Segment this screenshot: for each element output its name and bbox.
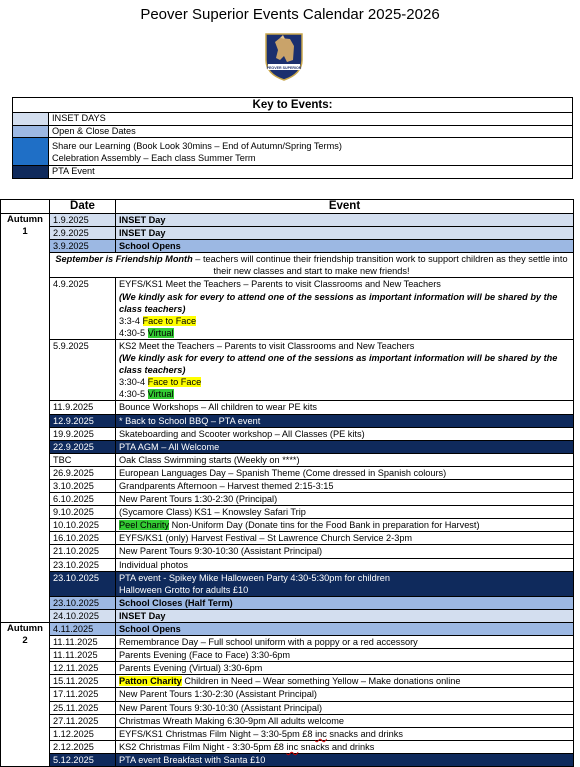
row-date: 17.11.2025 xyxy=(50,688,116,701)
row-event: Peel Charity Non-Uniform Day (Donate tins for the Food Bank in preparation for Harvest) xyxy=(116,519,574,532)
row-date: 2.12.2025 xyxy=(50,740,116,753)
row-event: EYFS/KS1 Meet the Teachers – Parents to visit Classrooms and New Teachers (We kindly ask for every to attend one of the sessions as important information will be shared by the class teachers) 3:3-4 Face to Face 4:30-5 Virtual xyxy=(116,278,574,339)
events-table xyxy=(0,199,574,767)
key-item-celebration: Celebration Assembly – Each class Summer Term xyxy=(52,152,256,163)
row-event: School Opens xyxy=(116,623,574,636)
row-event: New Parent Tours 9:30-10:30 (Assistant Principal) xyxy=(116,701,574,714)
row-event: Parents Evening (Face to Face) 3:30-6pm xyxy=(116,649,574,662)
row-event: School Closes (Half Term) xyxy=(116,596,574,609)
key-item-pta: PTA Event xyxy=(49,166,573,179)
row-event: EYFS/KS1 (only) Harvest Festival – St Lawrence Church Service 2-3pm xyxy=(116,532,574,545)
row-event: Oak Class Swimming starts (Weekly on ****) xyxy=(116,453,574,466)
row-date: 11.9.2025 xyxy=(50,401,116,414)
row-date: 23.10.2025 xyxy=(50,558,116,571)
key-swatch-inset xyxy=(13,113,49,126)
row-date: 4.9.2025 xyxy=(50,278,116,339)
row-date: 26.9.2025 xyxy=(50,466,116,479)
row-event: EYFS/KS1 Christmas Film Night – 3:30-5pm £8 inc snacks and drinks xyxy=(116,727,574,740)
term-header xyxy=(1,200,50,214)
row-event: INSET Day xyxy=(116,609,574,622)
row-date: 19.9.2025 xyxy=(50,427,116,440)
row-date: 2.9.2025 xyxy=(50,227,116,240)
row-event: Parents Evening (Virtual) 3:30-6pm xyxy=(116,662,574,675)
row-date: 4.11.2025 xyxy=(50,623,116,636)
row-date: 21.10.2025 xyxy=(50,545,116,558)
row-date: 3.10.2025 xyxy=(50,479,116,492)
row-event: PTA event - Spikey Mike Halloween Party 4:30-5:30pm for children Halloween Grotto for adults £10 xyxy=(116,571,574,596)
row-event: KS2 Meet the Teachers – Parents to visit Classrooms and New Teachers (We kindly ask for every to attend one of the sessions as important information will be shared by the class teachers) 3:30-4 Face to Face 4:30-5 Virtual xyxy=(116,339,574,400)
row-event: INSET Day xyxy=(116,227,574,240)
row-date: 6.10.2025 xyxy=(50,493,116,506)
row-date: 5.12.2025 xyxy=(50,753,116,766)
row-event: * Back to School BBQ – PTA event xyxy=(116,414,574,427)
row-event: Christmas Wreath Making 6:30-9pm All adults welcome xyxy=(116,714,574,727)
page-title: Peover Superior Events Calendar 2025-2026 xyxy=(140,6,440,23)
row-date: 25.11.2025 xyxy=(50,701,116,714)
key-swatch-share xyxy=(13,138,49,166)
row-date: 27.11.2025 xyxy=(50,714,116,727)
school-crest-logo xyxy=(260,30,308,82)
row-event: Remembrance Day – Full school uniform with a poppy or a red accessory xyxy=(116,636,574,649)
row-date: TBC xyxy=(50,453,116,466)
row-event: New Parent Tours 1:30-2:30 (Assistant Principal) xyxy=(116,688,574,701)
row-date: 11.11.2025 xyxy=(50,636,116,649)
row-event: INSET Day xyxy=(116,214,574,227)
row-date: 22.9.2025 xyxy=(50,440,116,453)
row-date: 10.10.2025 xyxy=(50,519,116,532)
row-event: School Opens xyxy=(116,240,574,253)
event-header: Event xyxy=(116,200,574,214)
row-event: New Parent Tours 1:30-2:30 (Principal) xyxy=(116,493,574,506)
row-event: PTA AGM – All Welcome xyxy=(116,440,574,453)
row-date: 9.10.2025 xyxy=(50,506,116,519)
row-date: 15.11.2025 xyxy=(50,675,116,688)
svg-text:PEOVER SUPERIOR: PEOVER SUPERIOR xyxy=(266,65,302,70)
key-table xyxy=(12,97,573,179)
row-event: Skateboarding and Scooter workshop – All Classes (PE kits) xyxy=(116,427,574,440)
row-event: Bounce Workshops – All children to wear PE kits xyxy=(116,401,574,414)
row-event: European Languages Day – Spanish Theme (Come dressed in Spanish colours) xyxy=(116,466,574,479)
row-date: 16.10.2025 xyxy=(50,532,116,545)
row-date: 1.12.2025 xyxy=(50,727,116,740)
row-event: (Sycamore Class) KS1 – Knowsley Safari Trip xyxy=(116,506,574,519)
row-event: PTA event Breakfast with Santa £10 xyxy=(116,753,574,766)
key-swatch-open-close xyxy=(13,125,49,138)
term-autumn-2: Autumn 2 xyxy=(1,623,50,767)
row-date: 3.9.2025 xyxy=(50,240,116,253)
row-event: New Parent Tours 9:30-10:30 (Assistant Principal) xyxy=(116,545,574,558)
row-date: 5.9.2025 xyxy=(50,339,116,400)
date-header: Date xyxy=(50,200,116,214)
row-date: 23.10.2025 xyxy=(50,596,116,609)
row-date: 12.9.2025 xyxy=(50,414,116,427)
row-event: KS2 Christmas Film Night - 3:30-5pm £8 inc snacks and drinks xyxy=(116,740,574,753)
row-date: 23.10.2025 xyxy=(50,571,116,596)
row-date: 1.9.2025 xyxy=(50,214,116,227)
key-heading: Key to Events: xyxy=(13,98,573,113)
row-event: Grandparents Afternoon – Harvest themed 2:15-3:15 xyxy=(116,479,574,492)
key-item-open-close: Open & Close Dates xyxy=(49,125,573,138)
row-event: Patton Charity Children in Need – Wear something Yellow – Make donations online xyxy=(116,675,574,688)
term-autumn-1: Autumn 1 xyxy=(1,214,50,623)
row-date: 24.10.2025 xyxy=(50,609,116,622)
row-event: Individual photos xyxy=(116,558,574,571)
row-date: 11.11.2025 xyxy=(50,649,116,662)
row-date: 12.11.2025 xyxy=(50,662,116,675)
key-item-inset: INSET DAYS xyxy=(49,113,573,126)
key-swatch-pta xyxy=(13,166,49,179)
key-item-share: Share our Learning (Book Look 30mins – End of Autumn/Spring Terms) xyxy=(52,141,342,151)
friendship-month-note: September is Friendship Month – teachers will continue their friendship transition work to support children as they settle into their new classes and start to make new friends! xyxy=(50,253,574,278)
